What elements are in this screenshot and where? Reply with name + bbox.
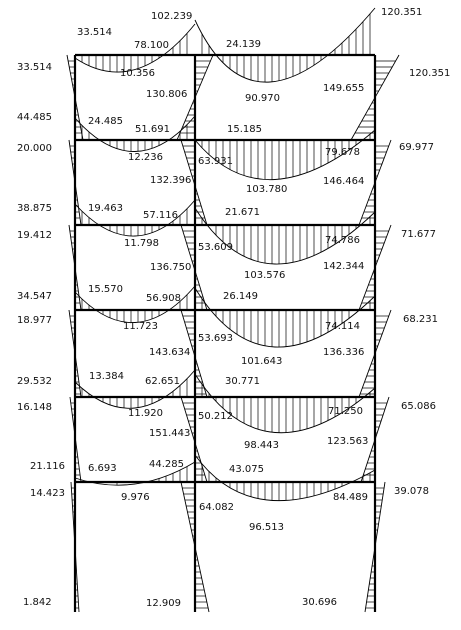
moment-label: 57.116 <box>143 210 178 221</box>
moment-label: 34.547 <box>17 291 52 302</box>
moment-label: 39.078 <box>394 486 429 497</box>
moment-label: 53.609 <box>198 242 233 253</box>
moment-label: 78.100 <box>134 40 169 51</box>
moment-label: 53.693 <box>198 333 233 344</box>
beam-moment-curve <box>195 374 375 433</box>
moment-label: 15.185 <box>227 124 262 135</box>
moment-label: 103.576 <box>244 270 286 281</box>
moment-label: 136.336 <box>323 347 365 358</box>
moment-label: 74.114 <box>325 321 360 332</box>
moment-label: 12.909 <box>146 598 181 609</box>
moment-label: 19.412 <box>17 230 52 241</box>
moment-label: 120.351 <box>381 7 423 18</box>
beam-moment-curve <box>195 8 375 82</box>
moment-label: 51.691 <box>135 124 170 135</box>
moment-label: 136.750 <box>150 262 192 273</box>
moment-label: 30.771 <box>225 376 260 387</box>
moment-label: 123.563 <box>327 436 369 447</box>
moment-label: 11.920 <box>128 408 163 419</box>
moment-label: 151.443 <box>149 428 191 439</box>
moment-label: 18.977 <box>17 315 52 326</box>
moment-label: 16.148 <box>17 402 52 413</box>
moment-label: 44.285 <box>149 459 184 470</box>
moment-label: 101.643 <box>241 356 283 367</box>
moment-label: 68.231 <box>403 314 438 325</box>
moment-label: 43.075 <box>229 464 264 475</box>
moment-label: 98.443 <box>244 440 279 451</box>
moment-label: 24.485 <box>88 116 123 127</box>
moment-label: 21.116 <box>30 461 65 472</box>
moment-label: 26.149 <box>223 291 258 302</box>
moment-label: 120.351 <box>409 68 451 79</box>
moment-label: 50.212 <box>198 411 233 422</box>
moment-label: 102.239 <box>151 11 193 22</box>
moment-label: 71.250 <box>328 406 363 417</box>
moment-label: 6.693 <box>88 463 117 474</box>
moment-label: 33.514 <box>17 62 52 73</box>
moment-label: 142.344 <box>323 261 365 272</box>
moment-label: 84.489 <box>333 492 368 503</box>
moment-label: 64.082 <box>199 502 234 513</box>
moment-label: 90.970 <box>245 93 280 104</box>
moment-label: 143.634 <box>149 347 191 358</box>
moment-label: 132.396 <box>150 175 192 186</box>
moment-label: 21.671 <box>225 207 260 218</box>
moment-label: 96.513 <box>249 522 284 533</box>
moment-label: 149.655 <box>323 83 365 94</box>
moment-label: 11.798 <box>124 238 159 249</box>
moment-label: 1.842 <box>23 597 52 608</box>
moment-label: 14.423 <box>30 488 65 499</box>
moment-label: 10.356 <box>120 68 155 79</box>
moment-label: 15.570 <box>88 284 123 295</box>
moment-label: 13.384 <box>89 371 124 382</box>
moment-label: 33.514 <box>77 27 112 38</box>
moment-label: 30.696 <box>302 597 337 608</box>
moment-label: 29.532 <box>17 376 52 387</box>
moment-label: 44.485 <box>17 112 52 123</box>
moment-label: 130.806 <box>146 89 188 100</box>
moment-label: 12.236 <box>128 152 163 163</box>
moment-label: 146.464 <box>323 176 365 187</box>
moment-label: 9.976 <box>121 492 150 503</box>
moment-label: 24.139 <box>226 39 261 50</box>
moment-label: 103.780 <box>246 184 288 195</box>
moment-label: 19.463 <box>88 203 123 214</box>
moment-label: 74.786 <box>325 235 360 246</box>
moment-label: 71.677 <box>401 229 436 240</box>
moment-label: 11.723 <box>123 321 158 332</box>
moment-label: 69.977 <box>399 142 434 153</box>
moment-label: 20.000 <box>17 143 52 154</box>
moment-label: 56.908 <box>146 293 181 304</box>
moment-label: 63.931 <box>198 156 233 167</box>
moment-label: 38.875 <box>17 203 52 214</box>
moment-label: 65.086 <box>401 401 436 412</box>
moment-label: 79.678 <box>325 147 360 158</box>
moment-label: 62.651 <box>145 376 180 387</box>
